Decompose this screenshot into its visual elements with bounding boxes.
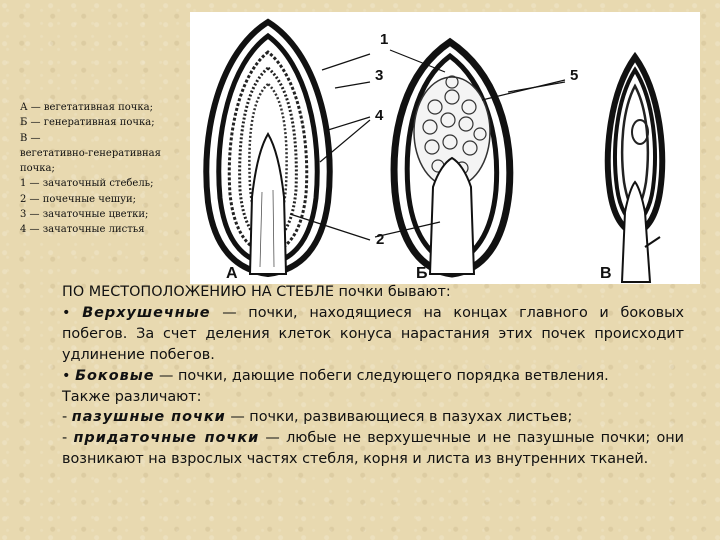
legend-line: 4 — зачаточные листья: [20, 224, 145, 236]
bud-c-drawing: [608, 57, 662, 282]
dash: —: [265, 430, 280, 447]
bullet: •: [62, 367, 71, 384]
term-apical: Верхушечные: [82, 304, 211, 321]
label-1: 1: [380, 31, 389, 48]
legend-line: 1 — зачаточный стебель;: [20, 178, 154, 190]
term-adventitious: придаточные почки: [73, 430, 260, 447]
dash: —: [159, 367, 174, 384]
dash: —: [222, 304, 237, 321]
letter-v: В: [600, 265, 612, 282]
def-lateral: почки, дающие побеги следующего порядка ветвления.: [178, 367, 609, 384]
def-apical: почки, находящиеся на концах главного и боковых побегов. За счет деления клеток конуса нарастания этих почек происходит удлинение побегов.: [62, 304, 684, 363]
def-adventitious: любые не верхушечные и не пазушные почки; они возникают на взрослых частях стебля, корня и листа из внутренних тканей.: [62, 430, 685, 468]
def-axillary: почки, развивающиеся в пазухах листьев;: [249, 409, 573, 426]
label-3: 3: [375, 67, 384, 84]
label-5: 5: [570, 67, 579, 84]
figure-legend: [20, 100, 192, 238]
main-text-block: [62, 282, 684, 470]
bud-a-drawing: [206, 22, 329, 274]
legend-line: 3 — зачаточные цветки;: [20, 209, 149, 221]
label-4: 4: [375, 107, 384, 124]
label-2: 2: [376, 231, 385, 248]
term-lateral: Боковые: [75, 367, 155, 384]
item-axillary: [62, 407, 684, 428]
bud-diagram: [190, 12, 700, 284]
item-apical: [62, 303, 684, 366]
bullet: •: [62, 304, 71, 321]
list-dash: -: [62, 409, 68, 426]
legend-line: Б — генеративная почка;: [20, 117, 155, 129]
item-adventitious: [62, 428, 684, 470]
term-axillary: пазушные почки: [71, 409, 226, 426]
legend-line: В —: [20, 132, 41, 144]
legend-line: А — вегетативная почка;: [20, 102, 153, 113]
list-dash: -: [62, 430, 68, 447]
letter-b: Б: [416, 265, 428, 282]
item-lateral: [62, 366, 684, 387]
legend-line: вегетативно-генеративная: [20, 147, 161, 159]
heading-line: ПО МЕСТОПОЛОЖЕНИЮ НА СТЕБЛЕ почки бывают:: [62, 284, 451, 300]
legend-line: почка;: [20, 163, 55, 175]
legend-line: 2 — почечные чешуи;: [20, 193, 137, 205]
also-line: Также различают:: [62, 388, 202, 405]
bud-b-drawing: [394, 42, 510, 274]
dash: —: [230, 409, 245, 426]
letter-a: А: [226, 265, 238, 282]
bud-diagram-figure: [190, 12, 700, 284]
